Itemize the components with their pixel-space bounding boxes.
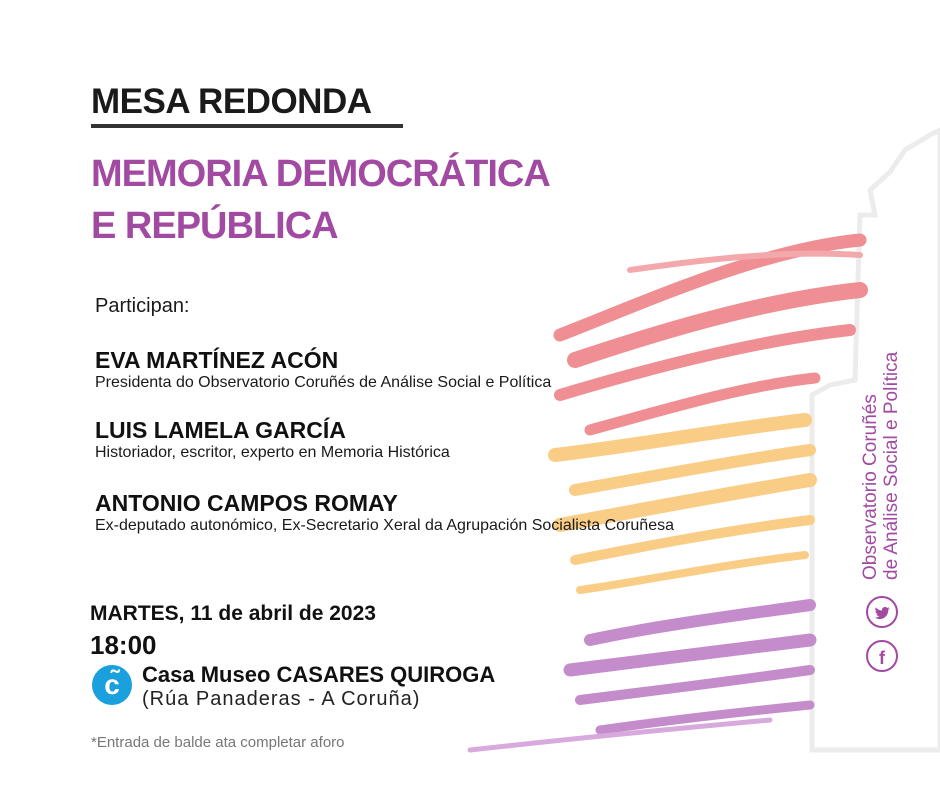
- venue-address: (Rúa Panaderas - A Coruña): [142, 688, 421, 710]
- organizer-line-1: Observatorio Coruñés: [860, 394, 881, 580]
- kicker-underline: [91, 124, 403, 128]
- twitter-bird-glyph: [873, 604, 891, 622]
- speaker-role: Presidenta do Observatorio Coruñés de Análise Social e Política: [95, 374, 552, 391]
- speaker-2: [95, 417, 450, 463]
- organizer-line-2: de Análise Social e Política: [881, 351, 902, 580]
- venue-logo-icon: c̃: [92, 665, 132, 705]
- venue-name: Casa Museo CASARES QUIROGA: [142, 662, 496, 687]
- speaker-name: ANTONIO CAMPOS ROMAY: [95, 490, 398, 516]
- speaker-1: [95, 347, 551, 393]
- event-date: MARTES, 11 de abril de 2023: [90, 602, 376, 625]
- speaker-role: Historiador, escritor, experto en Memoria Histórica: [95, 444, 450, 461]
- facebook-icon[interactable]: f: [866, 640, 898, 672]
- twitter-icon[interactable]: [866, 596, 898, 628]
- speaker-3: [95, 490, 674, 536]
- event-time: 18:00: [90, 630, 157, 660]
- event-kicker: MESA REDONDA: [91, 82, 372, 121]
- speaker-role: Ex-deputado autonómico, Ex-Secretario Xeral da Agrupación Socialista Coruñesa: [95, 517, 674, 534]
- entry-note: *Entrada de balde ata completar aforo: [91, 734, 345, 751]
- title-line-2: E REPÚBLICA: [91, 205, 338, 247]
- participants-intro: Participan:: [95, 295, 190, 317]
- organizer-name: [860, 352, 902, 580]
- speaker-name: EVA MARTÍNEZ ACÓN: [95, 347, 339, 373]
- speaker-name: LUIS LAMELA GARCÍA: [95, 417, 346, 443]
- title-line-1: MEMORIA DEMOCRÁTICA: [91, 153, 550, 195]
- event-title: [91, 148, 550, 252]
